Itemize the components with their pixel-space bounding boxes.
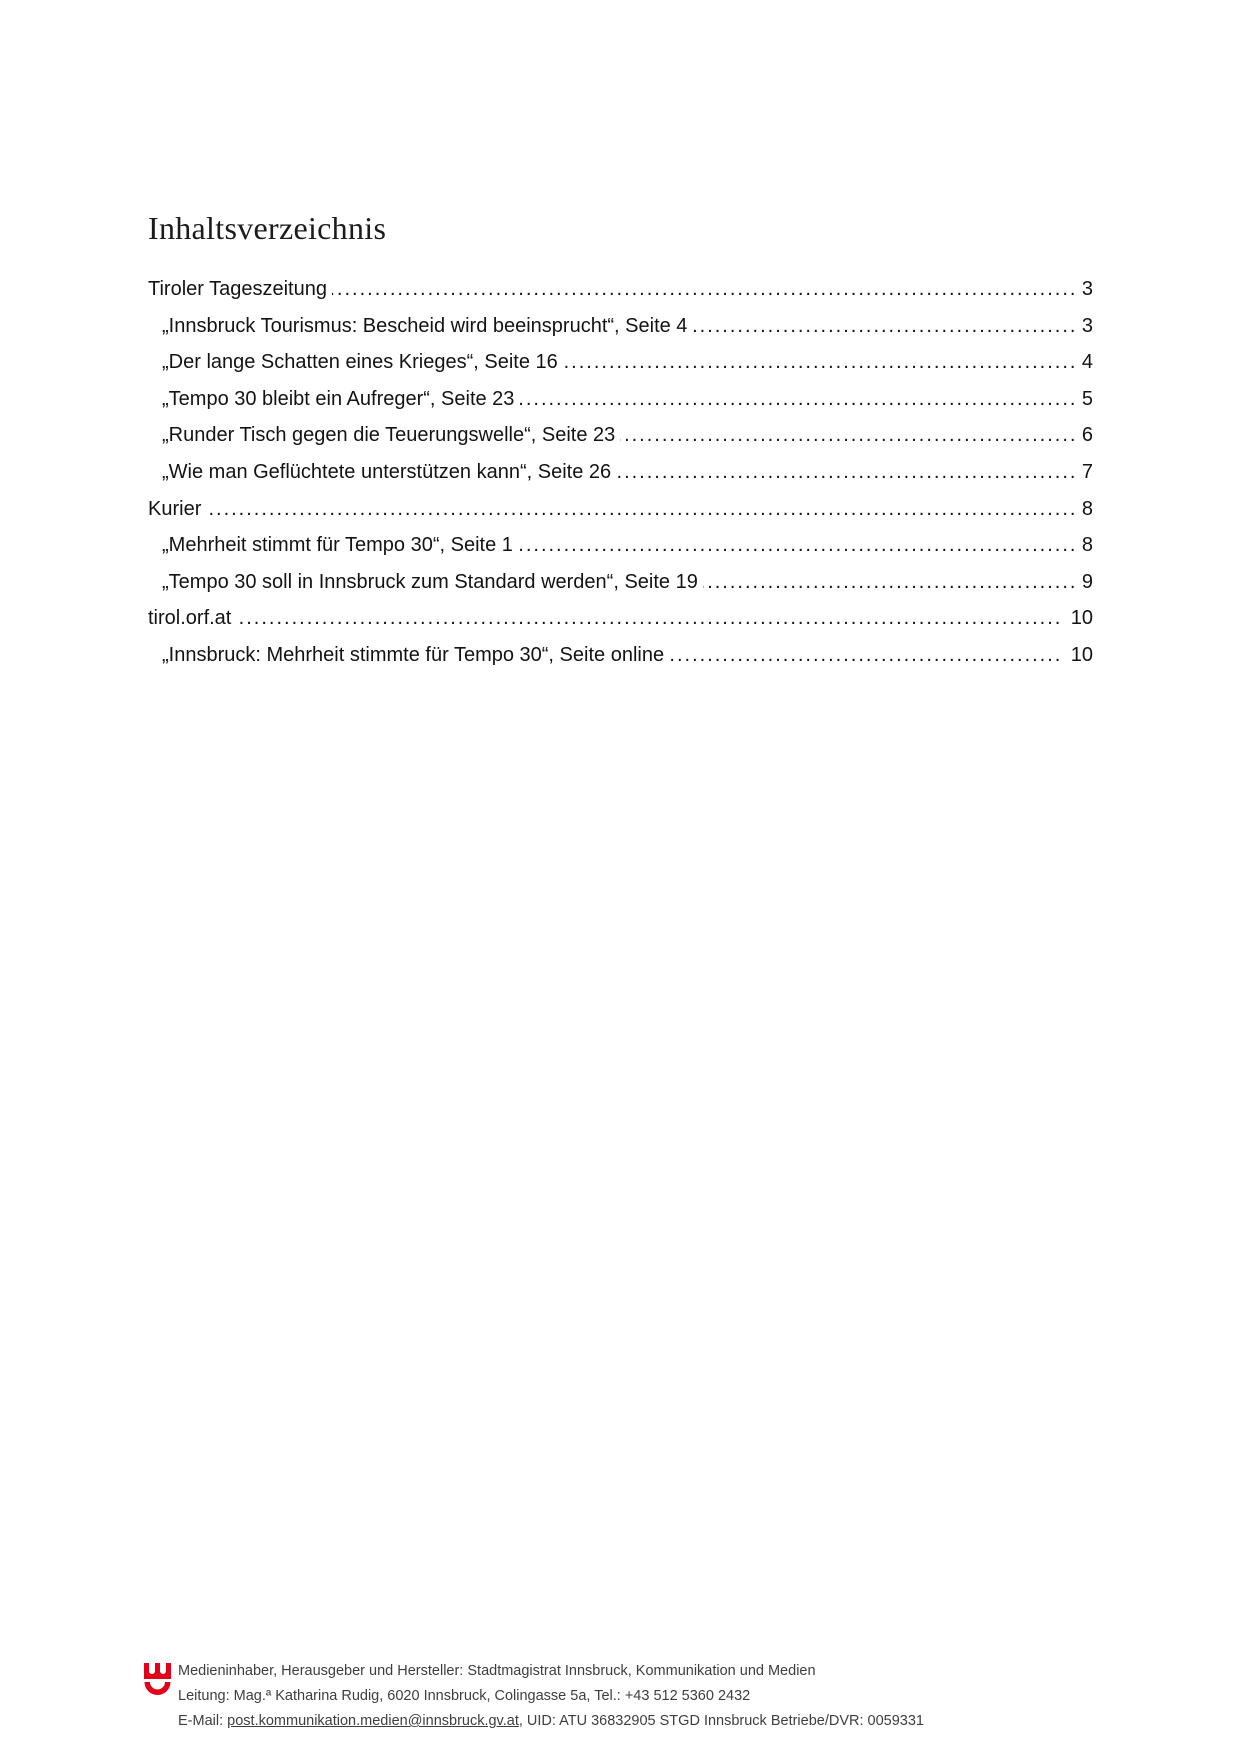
toc-entry[interactable] [148, 271, 1093, 308]
innsbruck-bridge-logo-icon [144, 1663, 171, 1701]
toc-page-number: 7 [1075, 454, 1093, 491]
toc-page-number: 5 [1075, 381, 1093, 418]
page-title: Inhaltsverzeichnis [148, 210, 387, 246]
toc-entry-label: „Tempo 30 soll in Innsbruck zum Standard werden“, Seite 19 [148, 571, 703, 593]
toc-entry[interactable] [148, 491, 1093, 528]
toc-entry[interactable] [148, 417, 1093, 454]
toc-entry[interactable] [148, 600, 1093, 637]
toc-entry-label: Tiroler Tageszeitung [148, 278, 332, 300]
toc-page-number: 3 [1075, 308, 1093, 345]
email-label: E-Mail: [178, 1713, 228, 1729]
toc-entry[interactable] [148, 344, 1093, 381]
toc-page-number: 8 [1075, 527, 1093, 564]
toc-page-number: 3 [1075, 271, 1093, 308]
footer-text-block [178, 1659, 924, 1734]
dot-leader [148, 600, 1093, 637]
toc-page-number: 6 [1075, 417, 1093, 454]
toc-page-number: 4 [1075, 344, 1093, 381]
uid-text: , UID: ATU 36832905 STGD Innsbruck Betriebe/DVR: 0059331 [518, 1713, 924, 1729]
toc-entry[interactable] [148, 564, 1093, 601]
toc-entry-label: „Runder Tisch gegen die Teuerungswelle“, Seite 23 [148, 424, 620, 446]
toc-page-number: 10 [1064, 600, 1093, 637]
footer-line-publisher: Medieninhaber, Herausgeber und Hersteller: Stadtmagistrat Innsbruck, Kommunikation und Medien [178, 1663, 816, 1679]
footer-line-contact: Leitung: Mag.ª Katharina Rudig, 6020 Innsbruck, Colingasse 5a, Tel.: +43 512 5360 2432 [178, 1688, 751, 1704]
toc-page-number: 9 [1075, 564, 1093, 601]
toc-entry-label: tirol.orf.at [148, 607, 236, 629]
toc-entry-label: Kurier [148, 498, 206, 520]
toc-entry-label: „Tempo 30 bleibt ein Aufreger“, Seite 23 [148, 388, 519, 410]
toc-page-number: 10 [1064, 637, 1093, 674]
toc-entry-label: „Der lange Schatten eines Krieges“, Seite 16 [148, 351, 563, 373]
toc-entry[interactable] [148, 527, 1093, 564]
toc-entry-label: „Mehrheit stimmt für Tempo 30“, Seite 1 [148, 534, 518, 556]
dot-leader [148, 491, 1093, 528]
toc-entry-label: „Innsbruck Tourismus: Bescheid wird beeinsprucht“, Seite 4 [148, 315, 692, 337]
table-of-contents [148, 271, 1093, 674]
toc-entry[interactable] [148, 637, 1093, 674]
email-link[interactable]: post.kommunikation.medien@innsbruck.gv.at [227, 1713, 519, 1729]
toc-entry[interactable] [148, 454, 1093, 491]
footer-line-email-uid [178, 1709, 924, 1734]
footer [144, 1659, 924, 1734]
toc-entry-label: „Wie man Geflüchtete unterstützen kann“, Seite 26 [148, 461, 616, 483]
toc-page-number: 8 [1075, 491, 1093, 528]
toc-entry-label: „Innsbruck: Mehrheit stimmte für Tempo 30“, Seite online [148, 644, 669, 666]
toc-entry[interactable] [148, 308, 1093, 345]
toc-entry[interactable] [148, 381, 1093, 418]
